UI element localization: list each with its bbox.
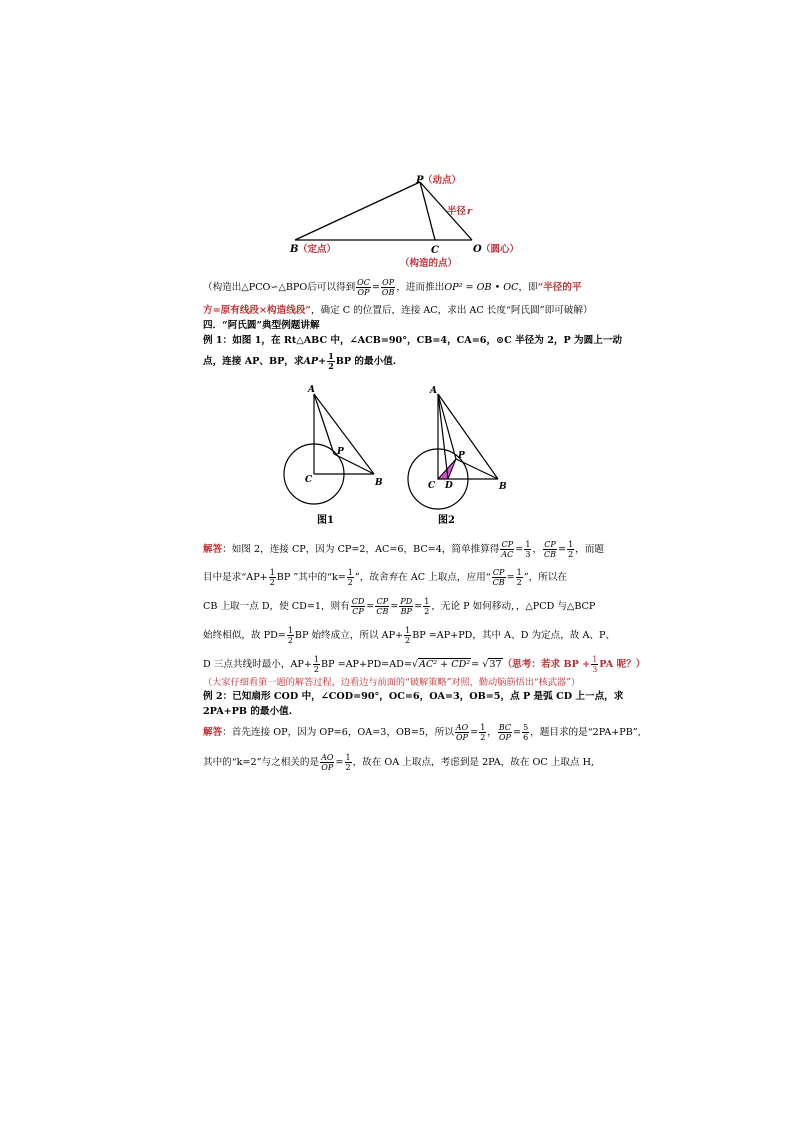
example-1-line-1: 例 1：如图 1，在 Rt△ABC 中，∠ACB=90°，CB=4，CA=6，⊙C 半径为 2，P 为圆上一动 [203, 335, 622, 346]
fraction: $\frac{OP}{OB}$ [381, 278, 395, 297]
solution-line-2: 目中是求“AP+ $\frac{1}{2}$ BP ”其中的“k= $\frac{1}{2}$ ”，故舍弃在 AC 上取点，应用“ $\frac{CP}{CB}$ = $\frac{1}{2}$ ”，所以在 [203, 568, 568, 587]
label-O-note: （圆心） [481, 244, 520, 255]
fig2-label-D: D [445, 481, 453, 491]
note-line: （大家仔细看第一题的解答过程，边看边与前面的“破解策略”对照，勤动脑筋悟出“核武器”） [203, 677, 581, 688]
fig2-caption: 图2 [438, 515, 455, 526]
text-line-2: 方=原有线段×构造线段”，确定 C 的位置后，连接 AC，求出 AC 长度“阿氏圆”即可破解） [203, 305, 593, 316]
label-O: O [473, 244, 482, 255]
solution-line-4: 始终相似，故 PD= $\frac{1}{2}$ BP 始终成立，所以 AP+ $\frac{1}{2}$ BP =AP+PD，其中 A、D 为定点，故 A、P、 [203, 626, 616, 645]
label-C: C [431, 245, 439, 256]
example-2-line-1: 例 2：已知扇形 COD 中，∠COD=90°，OC=6，OA=3，OB=5，点 P 是弧 CD 上一点，求 [203, 691, 624, 702]
label-B-note: （定点） [298, 244, 337, 255]
fig2-label-B: B [499, 482, 507, 492]
fraction: $\frac{OC}{OP}$ [357, 278, 370, 297]
triangle-diagram [280, 170, 540, 270]
label-B: B [290, 244, 299, 255]
fig2-label-P: P [458, 451, 465, 461]
solution-line-3: CB 上取一点 D，使 CD=1，则有 $\frac{CD}{CP}$ = $\frac{CP}{CB}$ = $\frac{PD}{BP}$ = $\frac{1}{2}$ ，无论 P 如何移动，，△PCD 与△BCP [203, 597, 596, 616]
fig1-label-C: C [305, 475, 313, 485]
figures-1-2 [275, 382, 525, 532]
example-2-line-2: 2PA+PB 的最小值. [203, 706, 293, 717]
label-P-note: （动点） [423, 175, 462, 186]
example-1-line-2: 点，连接 AP、BP，求AP+ $\frac{1}{2}$ BP 的最小值. [203, 351, 397, 371]
fig2-label-A: A [430, 386, 437, 396]
section-title: 四．“阿氏圆”典型例题讲解 [203, 320, 320, 331]
fig2-label-C: C [428, 481, 436, 491]
fig1-label-A: A [308, 385, 315, 395]
solution-2-line-2: 其中的“k=2”与之相关的是 $\frac{AO}{OP}$ = $\frac{1}{2}$ ，故在 OA 上取点，考虑到是 2PA，故在 OC 上取点 H, [203, 753, 595, 772]
label-P: P [416, 175, 424, 186]
text-line-1: （构造出△PCO∽△BPO后可以得到 $\frac{OC}{OP}$ = $\frac{OP}{OB}$ ，进而推出OP² = OB • OC，即“半径的平 [203, 278, 582, 297]
label-radius: 半径 [447, 206, 467, 217]
fig1-label-P: P [337, 447, 344, 457]
fig1-label-B: B [375, 478, 383, 488]
solution-line-5: D 三点共线时最小，AP+ $\frac{1}{2}$ BP =AP+PD=AD=√AC² + CD²= √37（思考：若求 BP + $\frac{1}{3}$ PA 呢？） [203, 655, 646, 674]
text-span: （构造出△PCO∽△BPO后可以得到 [203, 282, 356, 293]
label-r: r [467, 206, 473, 217]
fig1-caption: 图1 [317, 515, 334, 526]
solution-line-1: 解答：如图 2，连接 CP，因为 CP=2，AC=6，BC=4，简单推算得 $\frac{CP}{AC}$ = $\frac{1}{3}$ ， $\frac{CP}{CB}$ = $\frac{1}{2}$ ，而题 [203, 540, 604, 559]
label-C-note: （构造的点） [400, 258, 458, 269]
solution-2-line-1: 解答：首先连接 OP，因为 OP=6，OA=3，OB=5，所以 $\frac{AO}{OP}$ = $\frac{1}{2}$ ， $\frac{BC}{OP}$ = $\frac{5}{6}$ ，题目求的是“2PA+PB”, [203, 723, 641, 742]
